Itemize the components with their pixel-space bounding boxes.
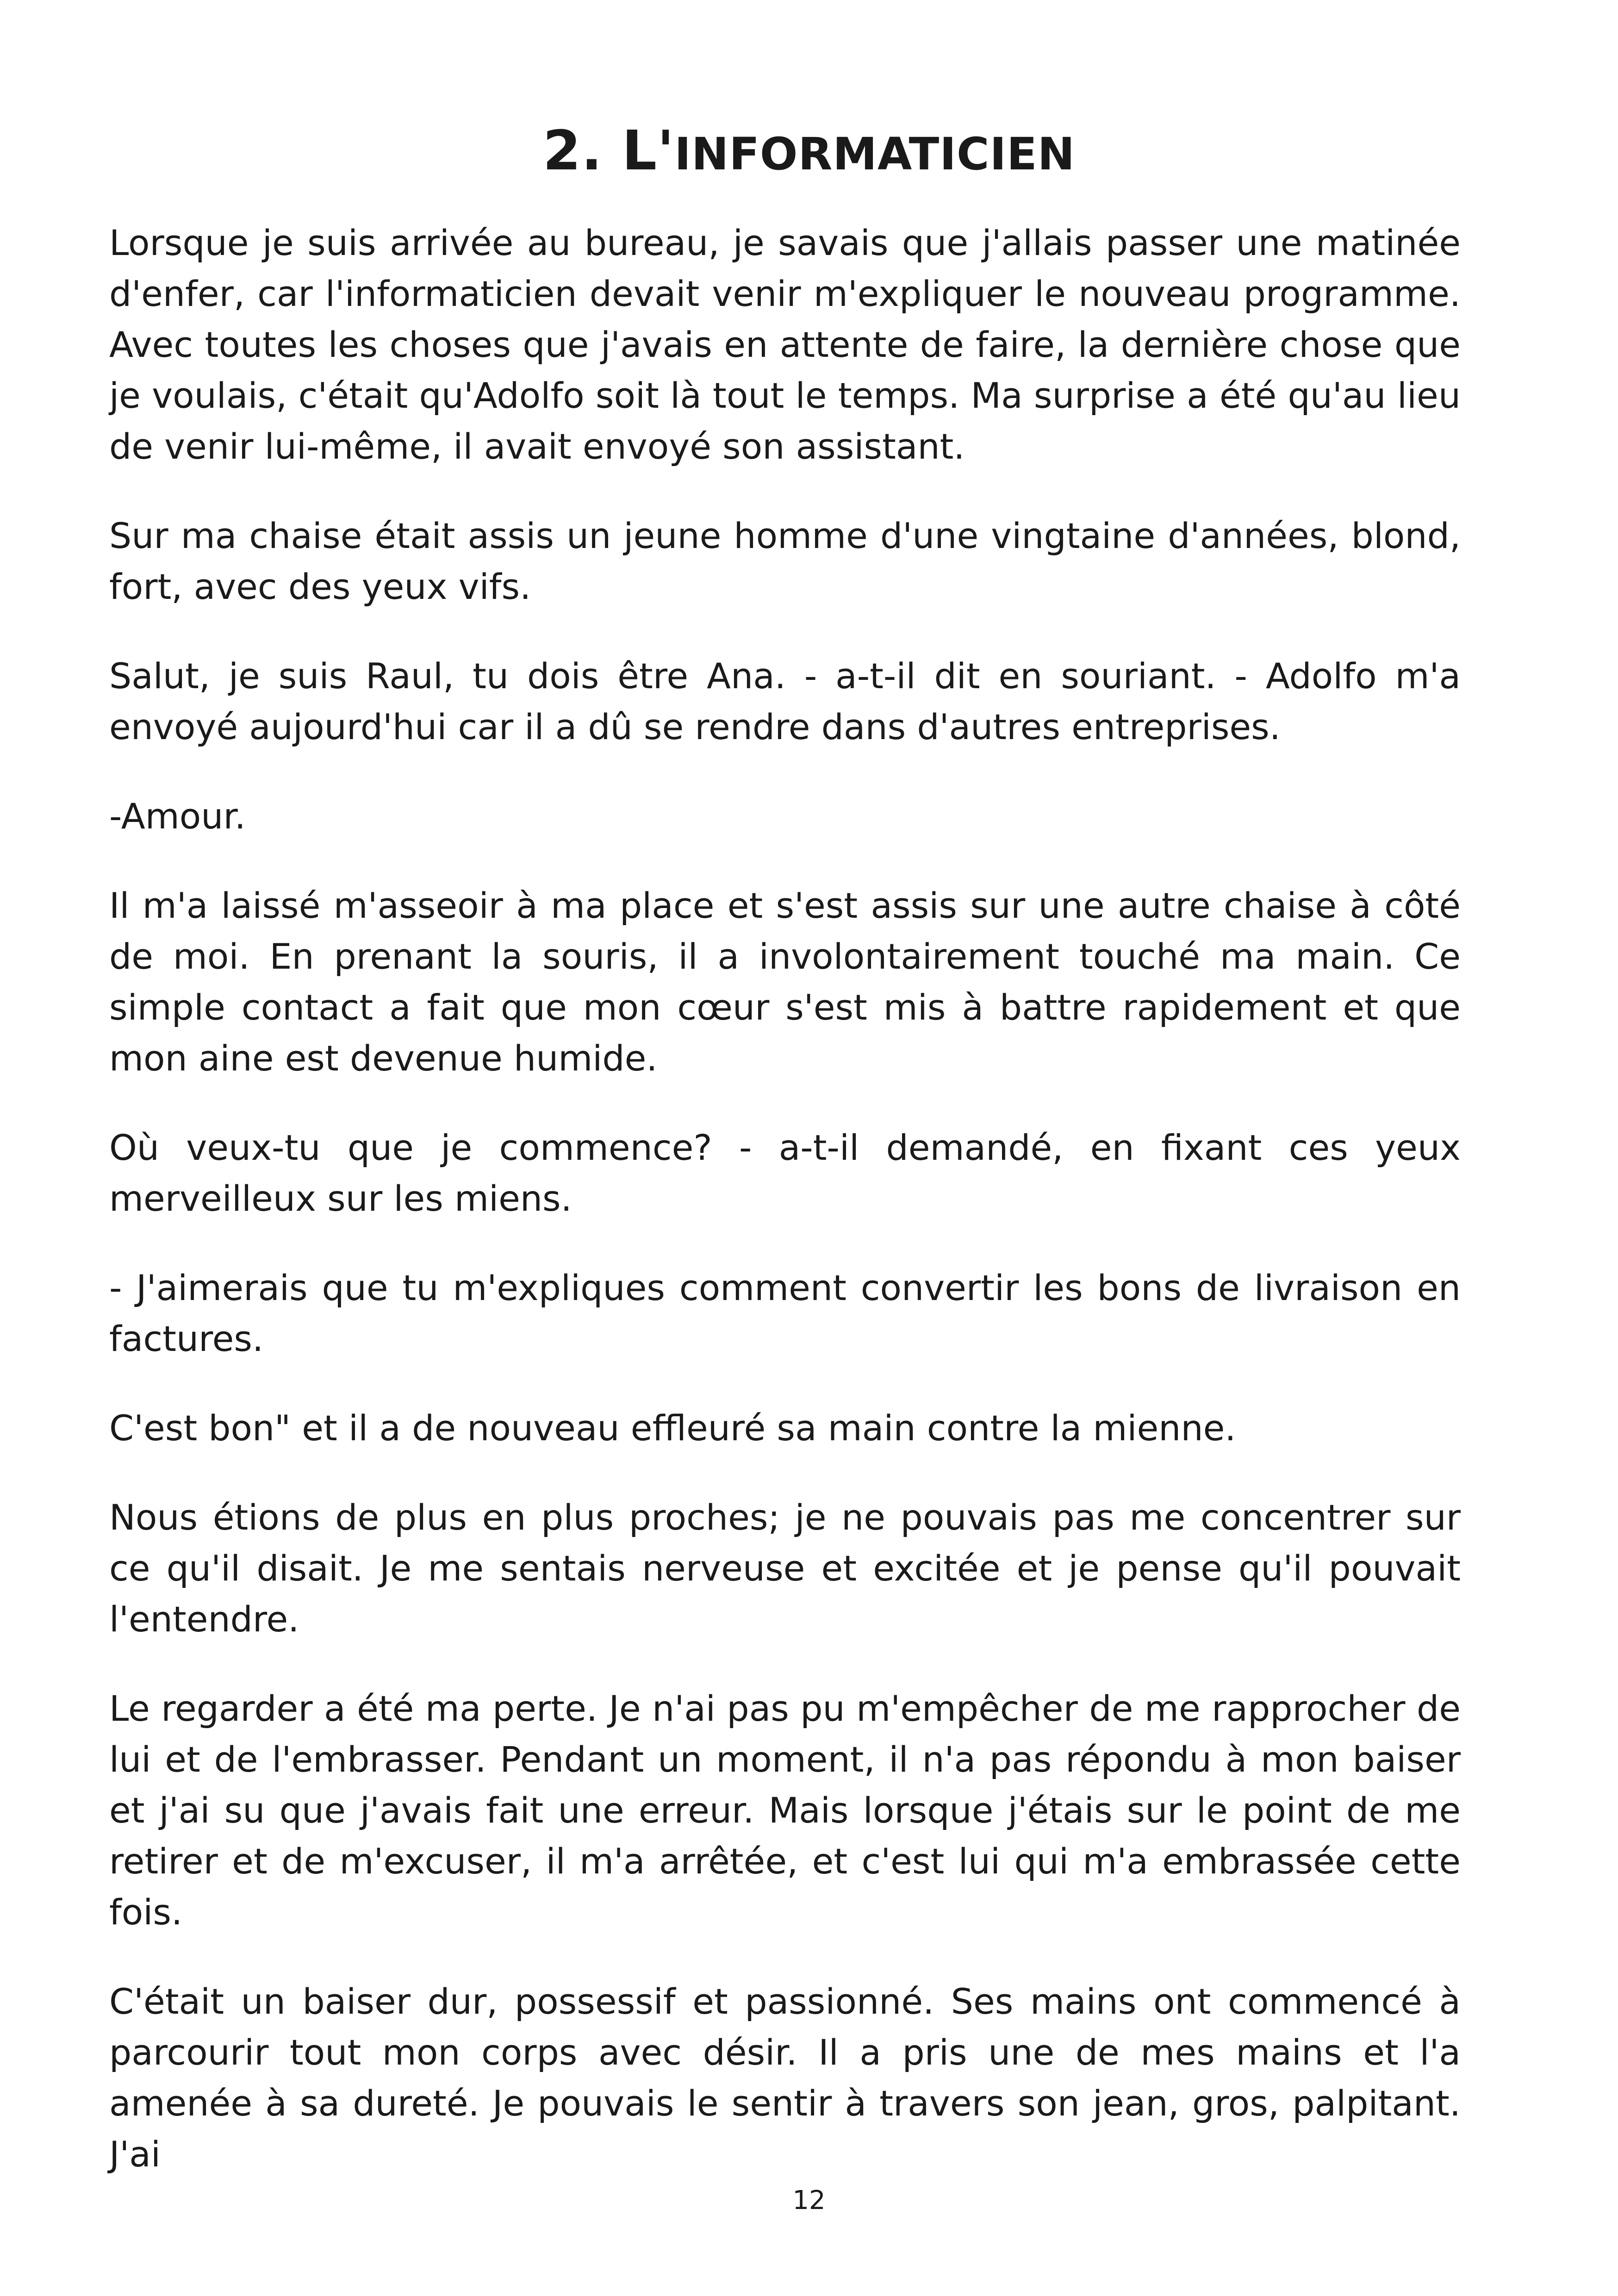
paragraph: Le regarder a été ma perte. Je n'ai pas pu m'empêcher de me rapprocher de lui et de l'embrasser. Pendant un moment, il n'a pas répondu à mon baiser et j'ai su que j'avais fait une erreur. Mais lorsque j'étais sur le point de me retirer et de m'excuser, il m'a arrêtée, et c'est lui qui m'a embrassée cette fois. xyxy=(109,1688,1461,1933)
paragraph: - J'aimerais que tu m'expliques comment convertir les bons de livraison en factures. xyxy=(109,1267,1461,1359)
chapter-title xyxy=(0,118,1618,187)
paragraph: Nous étions de plus en plus proches; je ne pouvais pas me concentrer sur ce qu'il disait. Je me sentais nerveuse et excitée et je pense qu'il pouvait l'entendre. xyxy=(109,1497,1461,1640)
paragraph: C'était un baiser dur, possessif et passionné. Ses mains ont commencé à parcourir tout mon corps avec désir. Il a pris une de mes mains et l'a amenée à sa dureté. Je pouvais le sentir à travers son jean, gros, palpitant. J'ai xyxy=(109,1981,1461,2175)
paragraph: Il m'a laissé m'asseoir à ma place et s'est assis sur une autre chaise à côté de moi. En prenant la souris, il a involontairement touché ma main. Ce simple contact a fait que mon cœur s'est mis à battre rapidement et que mon aine est devenue humide. xyxy=(109,885,1461,1079)
chapter-title-initial: L' xyxy=(622,118,675,182)
paragraph: Lorsque je suis arrivée au bureau, je savais que j'allais passer une matinée d'enfer, car l'informaticien devait venir m'expliquer le nouveau programme. Avec toutes les choses que j'avais en attente de faire, la dernière chose que je voulais, c'était qu'Adolfo soit là tout le temps. Ma surprise a été qu'au lieu de venir lui-même, il avait envoyé son assistant. xyxy=(109,222,1461,467)
paragraph: C'est bon" et il a de nouveau effleuré sa main contre la mienne. xyxy=(109,1407,1236,1449)
body-text xyxy=(109,218,1461,2218)
page-number: 12 xyxy=(792,2185,826,2215)
paragraph: Où veux-tu que je commence? - a-t-il demandé, en fixant ces yeux merveilleux sur les miens. xyxy=(109,1127,1461,1219)
paragraph: -Amour. xyxy=(109,796,246,837)
chapter-number: 2. xyxy=(542,118,603,182)
paragraph: Sur ma chaise était assis un jeune homme d'une vingtaine d'années, blond, fort, avec des yeux vifs. xyxy=(109,515,1461,607)
chapter-title-rest: INFORMATICIEN xyxy=(674,128,1076,180)
paragraph: Salut, je suis Raul, tu dois être Ana. - a-t-il dit en souriant. - Adolfo m'a envoyé aujourd'hui car il a dû se rendre dans d'autres entreprises. xyxy=(109,655,1461,747)
